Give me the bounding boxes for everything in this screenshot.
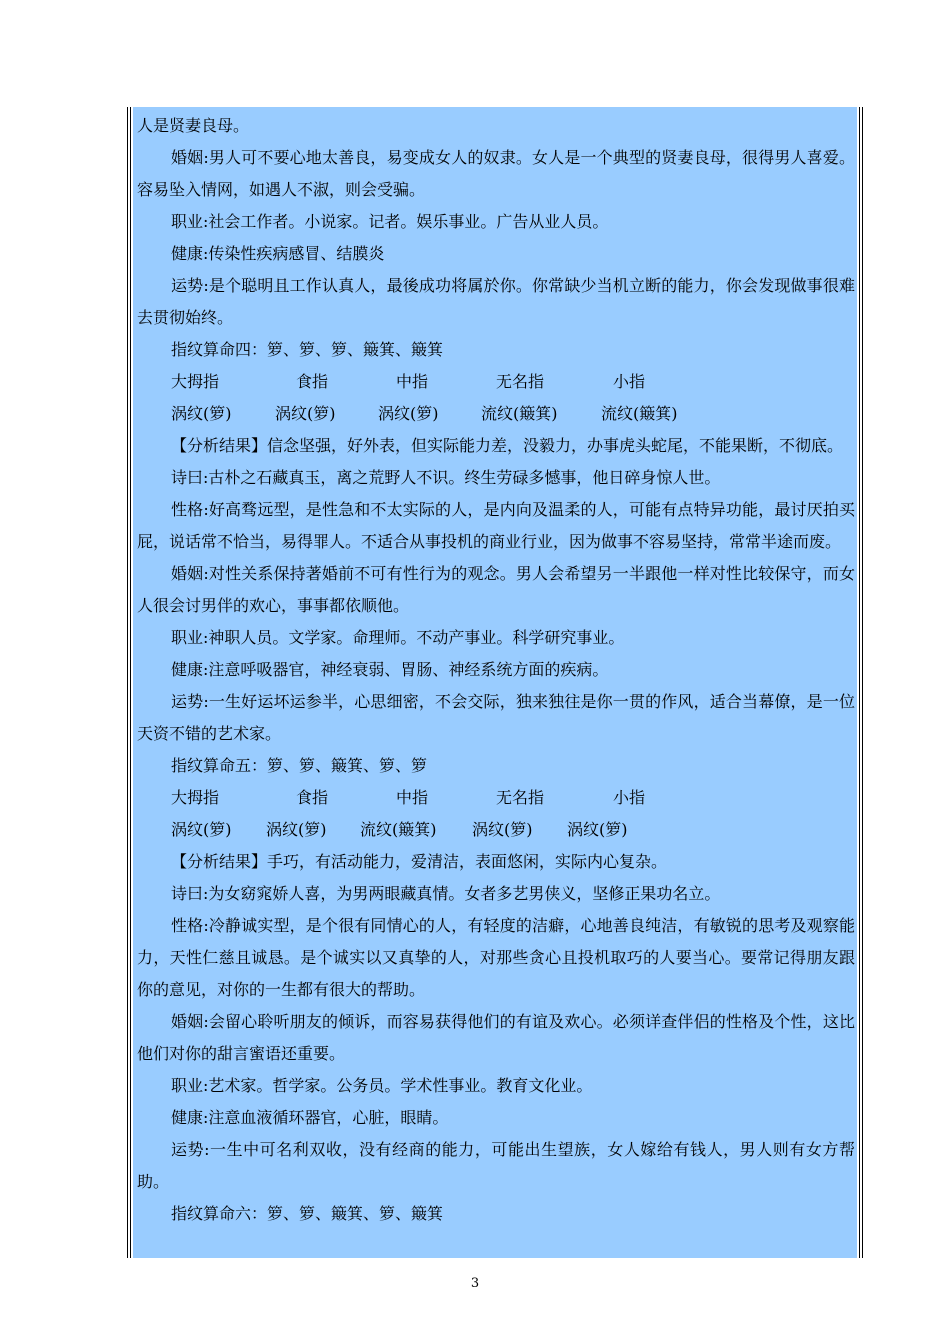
- finger-name: 无名指: [496, 788, 545, 807]
- finger-name: 中指: [396, 788, 429, 807]
- paragraph: 职业:神职人员。文学家。命理师。不动产事业。科学研究事业。: [171, 628, 625, 647]
- finger-names-row: [137, 366, 855, 398]
- paragraph: 运势:一生中可名利双收，没有经商的能力，可能出生望族，女人嫁给有钱人，男人则有女方帮助。: [137, 1140, 855, 1191]
- paragraph: 婚姻:男人可不要心地太善良，易变成女人的奴隶。女人是一个典型的贤妻良母，很得男人喜爱。容易坠入情网，如遇人不淑，则会受骗。: [137, 148, 855, 199]
- finger-name: 小指: [613, 372, 646, 391]
- finger-name: 中指: [396, 372, 429, 391]
- print-type: 涡纹(箩): [171, 404, 232, 423]
- print-type: 涡纹(箩): [266, 820, 327, 839]
- paragraph: 职业:艺术家。哲学家。公务员。学术性事业。教育文化业。: [171, 1076, 593, 1095]
- finger-name: 食指: [296, 788, 329, 807]
- paragraph: 职业:社会工作者。小说家。记者。娱乐事业。广告从业人员。: [171, 212, 609, 231]
- paragraph: 健康:注意血液循环器官，心脏，眼睛。: [171, 1108, 449, 1127]
- paragraph: 诗曰:为女窈窕娇人喜，为男两眼藏真情。女者多艺男侠义，坚修正果功名立。: [171, 884, 721, 903]
- print-type: 涡纹(箩): [171, 820, 232, 839]
- print-type: 涡纹(箩): [378, 404, 439, 423]
- print-types-row: [137, 814, 855, 846]
- print-type: 流纹(簸箕): [360, 820, 437, 839]
- paragraph: 诗曰:古朴之石藏真玉，离之荒野人不识。终生劳碌多憾事，他日碎身惊人世。: [171, 468, 721, 487]
- paragraph: 性格:冷静诚实型，是个很有同情心的人，有轻度的洁癖，心地善良纯洁，有敏锐的思考及观察能力，天性仁慈且诚恳。是个诚实以又真挚的人，对那些贪心且投机取巧的人要当心。要常记得朋友跟你的意见，对你的一生都有很大的帮助。: [137, 916, 855, 999]
- finger-name: 食指: [296, 372, 329, 391]
- paragraph: 运势:一生好运坏运参半，心思细密，不会交际，独来独往是你一贯的作风，适合当幕僚，是一位天资不错的艺术家。: [137, 692, 855, 743]
- finger-names-row: [137, 782, 855, 814]
- paragraph: 【分析结果】手巧，有活动能力，爱清洁，表面悠闲，实际内心复杂。: [171, 852, 668, 871]
- paragraph: 运势:是个聪明且工作认真人，最後成功将属於你。你常缺少当机立断的能力，你会发现做事很难去贯彻始终。: [137, 276, 855, 327]
- finger-name: 大拇指: [171, 372, 220, 391]
- paragraph: 健康:传染性疾病感冒、结膜炎: [171, 244, 385, 263]
- print-types-row: [137, 398, 855, 430]
- print-type: 涡纹(箩): [472, 820, 533, 839]
- section-heading: 指纹算命五：箩、箩、簸箕、箩、箩: [171, 756, 428, 775]
- paragraph: 婚姻:会留心聆听朋友的倾诉，而容易获得他们的有谊及欢心。必须详查伴侣的性格及个性，这比他们对你的甜言蜜语还重要。: [137, 1012, 855, 1063]
- print-type: 流纹(簸箕): [601, 404, 678, 423]
- paragraph: 【分析结果】信念坚强，好外表，但实际能力差，没毅力，办事虎头蛇尾，不能果断，不彻底。: [171, 436, 844, 455]
- paragraph: 健康:注意呼吸器官，神经衰弱、胃肠、神经系统方面的疾病。: [171, 660, 609, 679]
- print-type: 涡纹(箩): [567, 820, 628, 839]
- print-type: 流纹(簸箕): [481, 404, 558, 423]
- finger-name: 无名指: [496, 372, 545, 391]
- paragraph: 性格:好高骛远型，是性急和不太实际的人，是内向及温柔的人，可能有点特异功能，最讨厌拍买屁，说话常不恰当，易得罪人。不适合从事投机的商业行业，因为做事不容易坚持，常常半途而废。: [137, 500, 855, 551]
- finger-name: 小指: [613, 788, 646, 807]
- finger-name: 大拇指: [171, 788, 220, 807]
- paragraph: 婚姻:对性关系保持著婚前不可有性行为的观念。男人会希望另一半跟他一样对性比较保守，而女人很会讨男伴的欢心，事事都依顺他。: [137, 564, 855, 615]
- page-number: 3: [470, 1276, 480, 1291]
- section-heading: 指纹算命六：箩、箩、簸箕、箩、簸箕: [171, 1204, 444, 1223]
- paragraph: 人是贤妻良母。: [137, 116, 250, 135]
- document-body: [133, 107, 857, 1258]
- section-heading: 指纹算命四：箩、箩、箩、簸箕、簸箕: [171, 340, 444, 359]
- print-type: 涡纹(箩): [275, 404, 336, 423]
